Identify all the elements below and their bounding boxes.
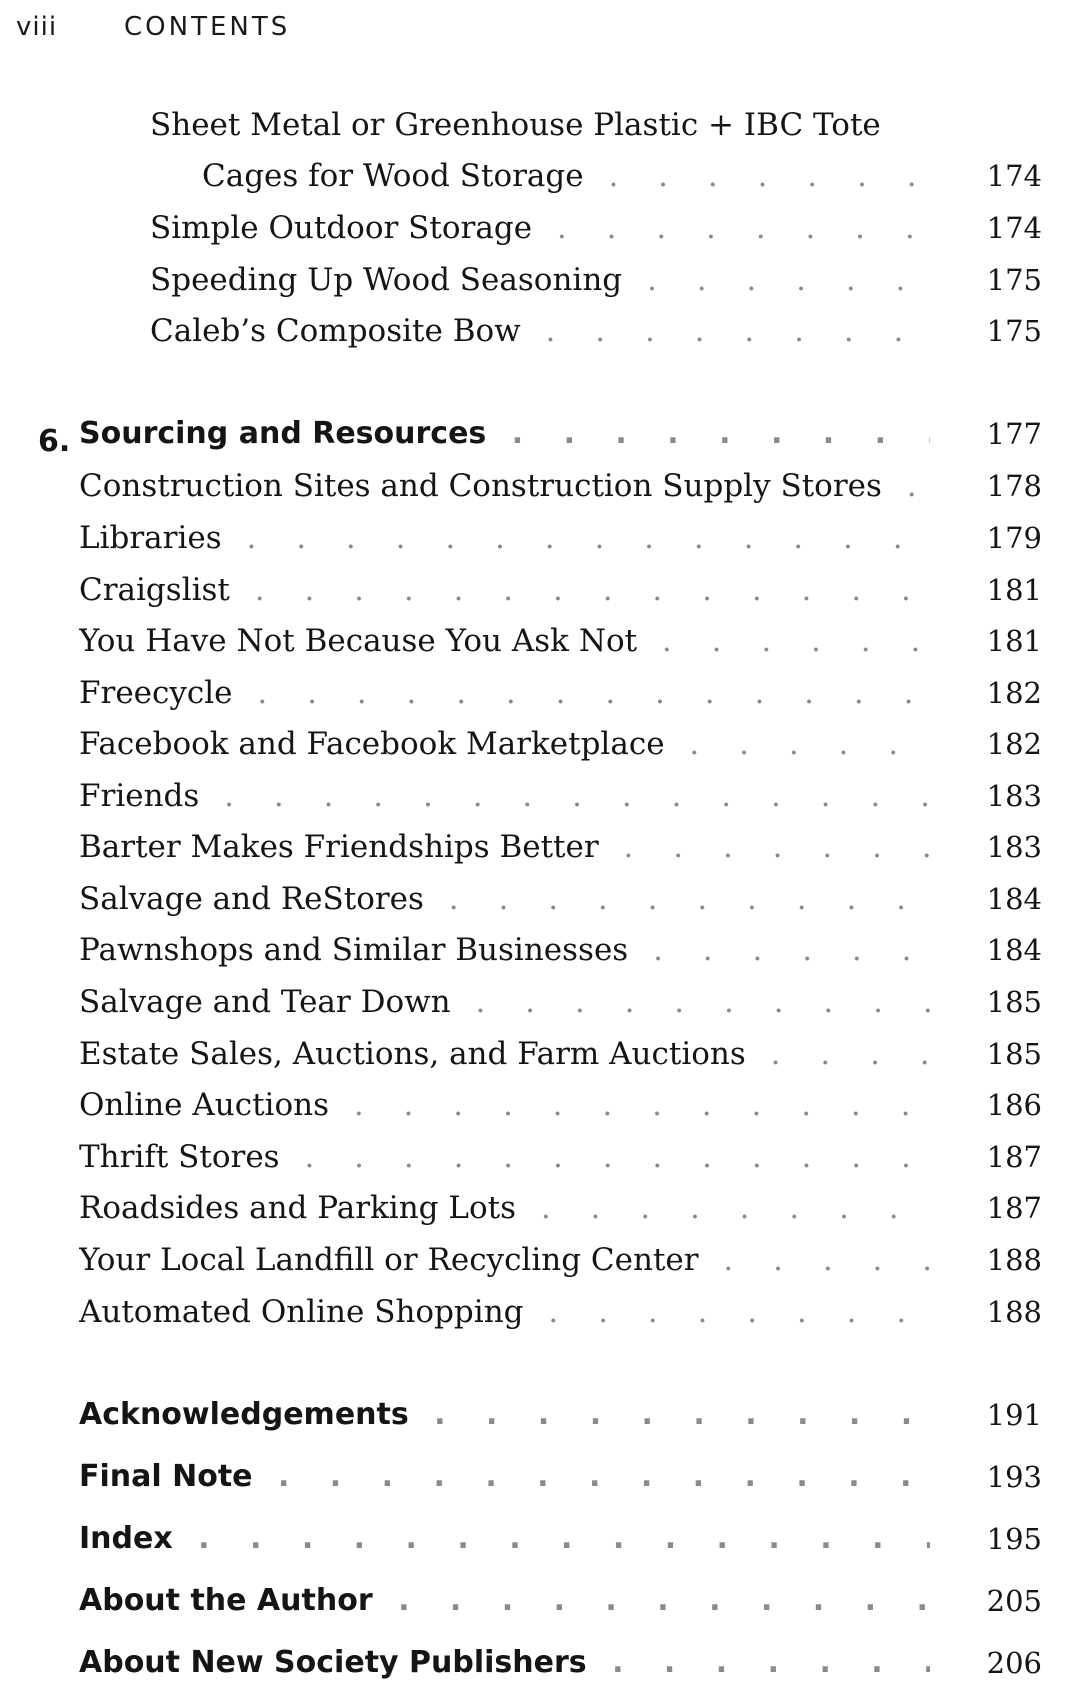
toc-section-title: Salvage and ReStores . . . <box>79 879 930 919</box>
toc-section[interactable] <box>79 1133 1042 1185</box>
toc-section[interactable] <box>79 514 1042 566</box>
toc-section-page: 182 <box>986 676 1042 710</box>
toc-section-page: 187 <box>986 1140 1042 1174</box>
toc-section[interactable] <box>79 823 1042 875</box>
toc-section-title: Friends . . . <box>79 776 930 816</box>
toc-section-title: Salvage and Tear Down . . . <box>79 982 930 1022</box>
toc-section[interactable] <box>79 1288 1042 1340</box>
toc-back-matter-entry[interactable] <box>79 1453 1042 1505</box>
toc-section-page: 181 <box>986 573 1042 607</box>
toc-section-title: Your Local Landfill or Recycling Center . . . <box>79 1240 930 1280</box>
toc-section-page: 185 <box>986 985 1042 1019</box>
toc-back-matter-title: Index . . . <box>79 1519 930 1559</box>
toc-back-matter-entry[interactable] <box>79 1639 1042 1691</box>
toc-back-matter-title: About New Society Publishers . . . <box>79 1643 930 1683</box>
toc-back-matter-page: 191 <box>986 1398 1042 1432</box>
toc-section-page: 181 <box>986 624 1042 658</box>
toc-section-page: 187 <box>986 1191 1042 1225</box>
toc-back-matter-title: Final Note . . . <box>79 1457 930 1497</box>
toc-section[interactable] <box>79 926 1042 978</box>
toc-section-title: Automated Online Shopping . . . <box>79 1292 930 1332</box>
toc-entry[interactable] <box>150 307 1042 359</box>
toc-section-title: Construction Sites and Construction Supply Stores . . . <box>79 466 930 506</box>
toc-back-matter-entry[interactable] <box>79 1391 1042 1443</box>
toc-entry-page: 174 <box>986 159 1042 193</box>
toc-section-page: 185 <box>986 1037 1042 1071</box>
toc-section-page: 178 <box>986 469 1042 503</box>
toc-section-title: Roadsides and Parking Lots . . . <box>79 1188 930 1228</box>
toc-section[interactable] <box>79 669 1042 721</box>
toc-section[interactable] <box>79 462 1042 514</box>
toc-back-matter-page: 205 <box>986 1584 1042 1618</box>
toc-section-title: Libraries . . . <box>79 518 930 558</box>
toc-section-page: 188 <box>986 1295 1042 1329</box>
toc-section-page: 184 <box>986 882 1042 916</box>
toc-section[interactable] <box>79 1030 1042 1082</box>
toc-section-page: 186 <box>986 1088 1042 1122</box>
toc-section[interactable] <box>79 772 1042 824</box>
toc-section-page: 182 <box>986 727 1042 761</box>
toc-entry-title: Caleb’s Composite Bow . . . <box>150 311 930 351</box>
toc-section-page: 184 <box>986 933 1042 967</box>
toc-section-page: 188 <box>986 1243 1042 1277</box>
toc-entry-wrapped-line2[interactable] <box>202 152 1042 204</box>
toc-entry-title: Sheet Metal or Greenhouse Plastic + IBC Tote <box>150 107 881 143</box>
toc-back-matter-page: 206 <box>986 1646 1042 1680</box>
toc-entry[interactable] <box>150 204 1042 256</box>
toc-section-title: You Have Not Because You Ask Not . . . <box>79 621 930 661</box>
toc-section-title: Craigslist . . . <box>79 570 930 610</box>
toc-back-matter-page: 193 <box>986 1460 1042 1494</box>
toc-back-matter-title: Acknowledgements . . . <box>79 1395 930 1435</box>
toc-entry-page: 175 <box>986 263 1042 297</box>
toc-section[interactable] <box>79 1184 1042 1236</box>
toc-entry-wrapped-line1[interactable] <box>150 101 1042 153</box>
toc-section-title: Thrift Stores . . . <box>79 1137 930 1177</box>
toc-section-title: Freecycle . . . <box>79 673 930 713</box>
toc-section[interactable] <box>79 617 1042 669</box>
toc-entry-page: 175 <box>986 314 1042 348</box>
toc-section-page: 183 <box>986 830 1042 864</box>
toc-entry-page: 174 <box>986 211 1042 245</box>
toc-section[interactable] <box>79 978 1042 1030</box>
toc-section-title: Pawnshops and Similar Businesses . . . <box>79 930 930 970</box>
toc-section-page: 179 <box>986 521 1042 555</box>
toc-chapter-heading[interactable] <box>79 410 1042 462</box>
toc-section[interactable] <box>79 1081 1042 1133</box>
toc-back-matter-title: About the Author . . . <box>79 1581 930 1621</box>
toc-section-title: Online Auctions . . . <box>79 1085 930 1125</box>
toc-section-page: 183 <box>986 779 1042 813</box>
toc-section[interactable] <box>79 875 1042 927</box>
toc-back-matter-page: 195 <box>986 1522 1042 1556</box>
toc-section-title: Estate Sales, Auctions, and Farm Auctions . . . <box>79 1034 930 1074</box>
toc-section-title: Facebook and Facebook Marketplace . . . <box>79 724 930 764</box>
toc-back-matter-entry[interactable] <box>79 1515 1042 1567</box>
toc-back-matter-entry[interactable] <box>79 1577 1042 1629</box>
running-head <box>16 12 290 42</box>
toc-entry-title: Speeding Up Wood Seasoning . . . <box>150 260 930 300</box>
toc-section-title: Barter Makes Friendships Better . . . <box>79 827 930 867</box>
toc-section[interactable] <box>79 1236 1042 1288</box>
chapter-number: 6. <box>38 424 71 459</box>
toc-entry-title: Simple Outdoor Storage . . . <box>150 208 930 248</box>
running-head-title: CONTENTS <box>124 12 291 42</box>
toc-entry[interactable] <box>150 256 1042 308</box>
toc-section[interactable] <box>79 720 1042 772</box>
toc-section[interactable] <box>79 566 1042 618</box>
chapter-page: 177 <box>986 417 1042 451</box>
page-folio: viii <box>16 12 58 42</box>
chapter-title: Sourcing and Resources . . . <box>79 414 930 454</box>
toc-entry-title: Cages for Wood Storage . . . <box>202 156 930 196</box>
